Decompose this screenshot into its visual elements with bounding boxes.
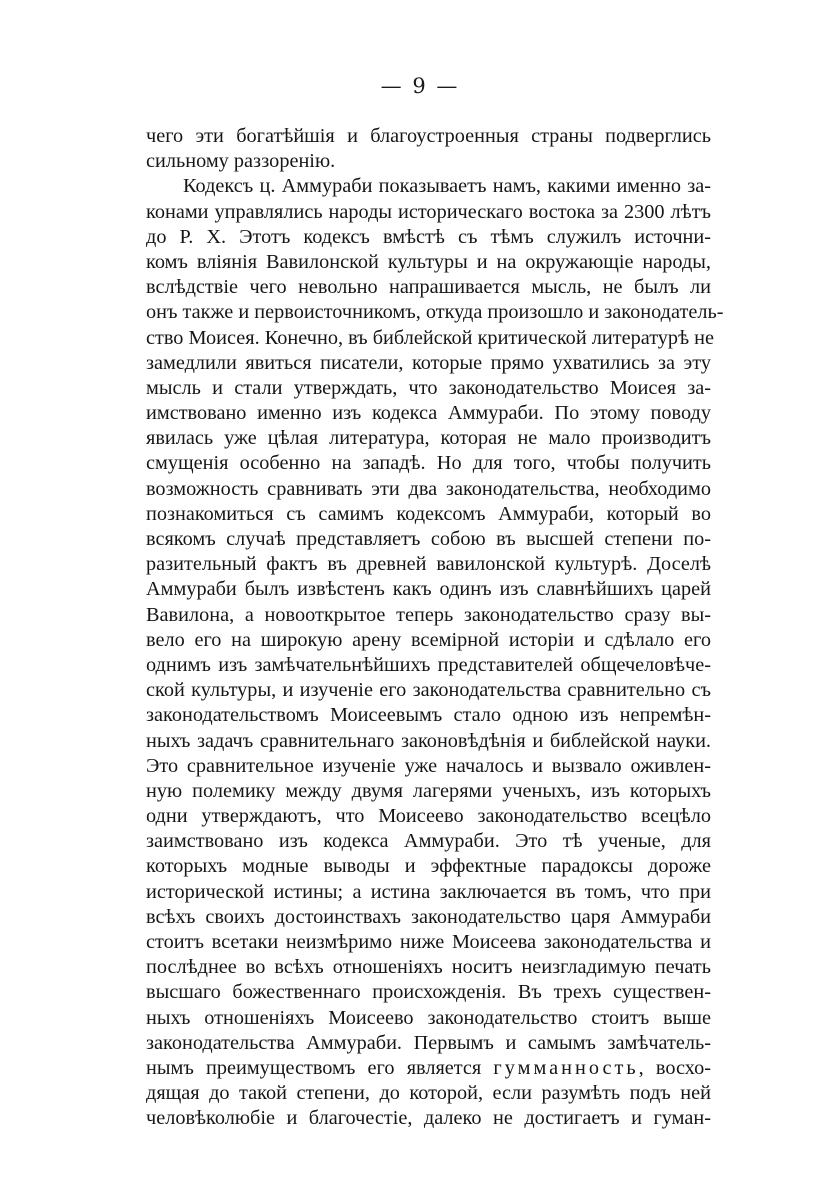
text-line: высшаго божественнаго происхожденія. Въ трехъ существен- [146, 981, 711, 1004]
page-number: — 9 — [380, 74, 460, 98]
text-line: ство Моисея. Конечно, въ библейской критической литературѣ не [146, 326, 715, 349]
text-line: послѣднее во всѣхъ отношеніяхъ носитъ неизгладимую печать [146, 956, 711, 979]
text-line: ныхъ отношеніяхъ Моисеево законодательство стоитъ выше [146, 1006, 711, 1029]
text-line: всѣхъ своихъ достоинствахъ законодательство царя Аммураби [146, 905, 711, 928]
text-segment: нымъ преимуществомъ его является [146, 1056, 482, 1079]
text-line: которыхъ модные выводы и эффектные парадоксы дороже [146, 855, 711, 878]
text-line: мысль и стали утверждать, что законодательство Моисея за- [146, 376, 711, 399]
text-line: дящая до такой степени, до которой, если разумѣть подъ ней [146, 1082, 711, 1105]
text-line: законодательствомъ Моисеевымъ стало одною изъ непремѣн- [146, 704, 711, 727]
text-line: всякомъ случаѣ представляетъ собою въ высшей степени по- [146, 528, 711, 550]
text-line: вело его на широкую арену всемірной исторіи и сдѣлало его [146, 628, 711, 651]
text-line: конами управлялись народы историческаго востока за 2300 лѣтъ [146, 200, 711, 223]
text-line: Аммураби былъ извѣстенъ какъ одинъ изъ славнѣйшихъ царей [146, 578, 711, 601]
text-line: однимъ изъ замѣчательнѣйшихъ представителей общечеловѣче- [146, 653, 711, 676]
text-line: заимствовано изъ кодекса Аммураби. Это тѣ ученые, для [146, 830, 711, 853]
text-line: Кодексъ ц. Аммураби показываетъ намъ, какими именно за- [183, 175, 711, 198]
text-line: разительный фактъ въ древней вавилонской культурѣ. Доселѣ [146, 553, 711, 576]
text-line: одни утверждаютъ, что Моисеево законодательство всецѣло [146, 805, 711, 828]
text-line: комъ вліянія Вавилонской культуры и на окружающіе народы, [146, 250, 711, 273]
text-line: до Р. Х. Этотъ кодексъ вмѣстѣ съ тѣмъ служилъ источни- [146, 225, 711, 248]
text-line: Вавилона, а новооткрытое теперь законодательство сразу вы- [146, 603, 711, 626]
text-line: сильному раззоренію. [146, 150, 336, 173]
body-text [146, 124, 724, 1132]
text-line: возможность сравнивать эти два законодательства, необходимо [146, 477, 711, 500]
text-line: онъ также и первоисточникомъ, откуда произошло и законодатель- [146, 301, 724, 324]
text-line: человѣколюбіе и благочестіе, далеко не достигаетъ и гуман- [146, 1107, 711, 1130]
emphasized-word: гумманность [493, 1056, 639, 1079]
text-line: познакомиться съ самимъ кодексомъ Аммураби, который во [146, 502, 711, 525]
text-line: чего эти богатѣйшія и благоустроенныя страны подверглись [146, 125, 711, 147]
text-line: Это сравнительное изученіе уже началось и вызвало оживлен- [146, 754, 711, 777]
text-line: стоитъ всетаки неизмѣримо ниже Моисеева законодательства и [146, 931, 711, 953]
text-line: законодательства Аммураби. Первымъ и самымъ замѣчатель- [146, 1031, 711, 1054]
text-line: смущенія особенно на западѣ. Но для того, чтобы получить [146, 452, 711, 475]
text-segment: , восхо- [638, 1056, 711, 1079]
text-line: ской культуры, и изученіе его законодательства сравнительно съ [146, 679, 711, 702]
text-line: исторической истины; а истина заключается въ томъ, что при [146, 880, 711, 903]
text-line: ныхъ задачъ сравнительнаго законовѣдѣнія и библейской науки. [146, 729, 711, 752]
text-line: имствовано именно изъ кодекса Аммураби. По этому поводу [146, 402, 711, 425]
text-line: вслѣдствіе чего невольно напрашивается мысль, не былъ ли [146, 276, 711, 299]
text-line-mixed [146, 1056, 711, 1081]
text-line: ную полемику между двумя лагерями ученыхъ, изъ которыхъ [146, 779, 711, 802]
text-line: явилась уже цѣлая литература, которая не мало производитъ [146, 427, 711, 450]
text-line: замедлили явиться писатели, которые прямо ухватились за эту [146, 351, 711, 374]
